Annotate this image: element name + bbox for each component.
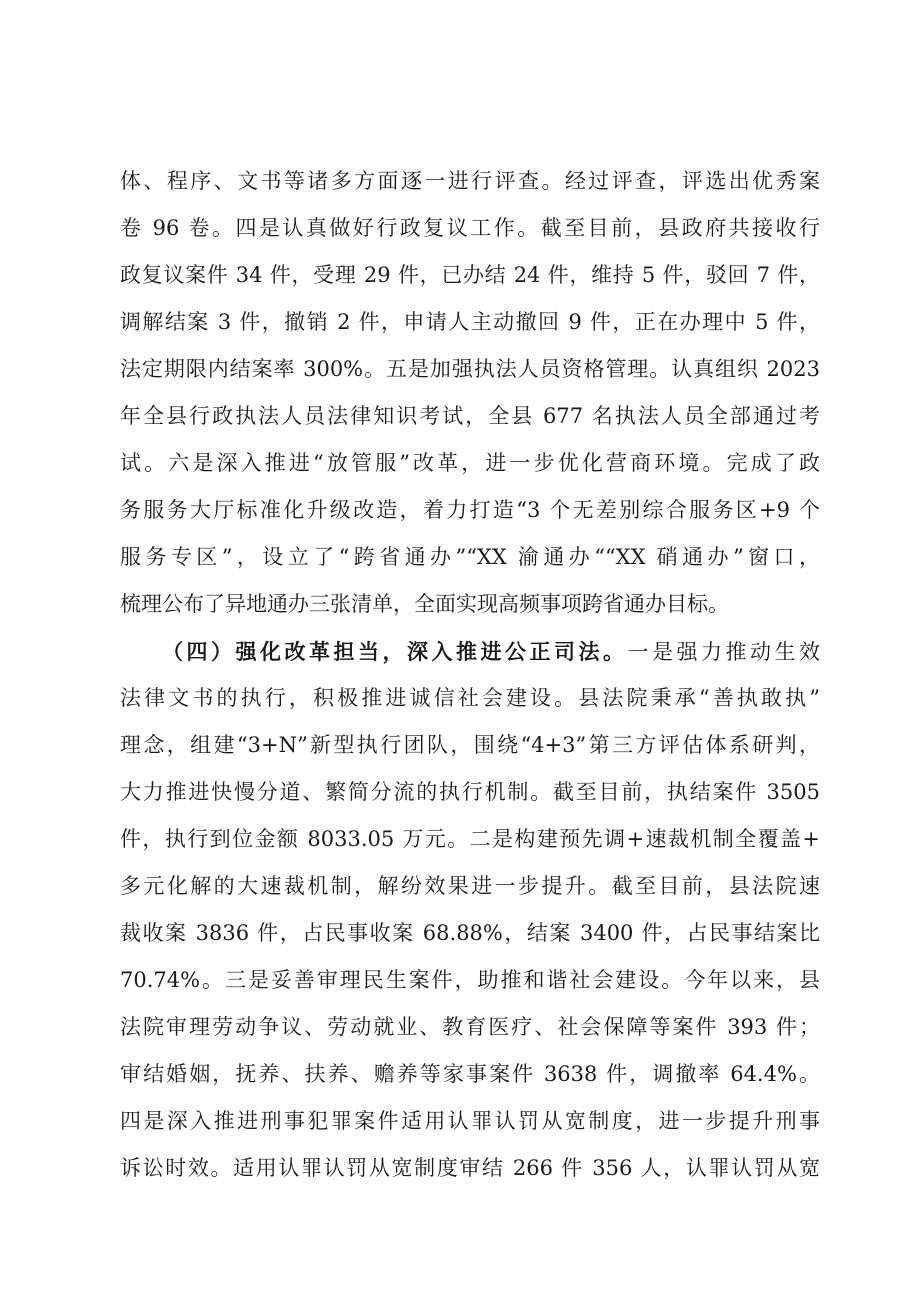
paragraph-first-line xyxy=(120,628,820,675)
paragraph-line: 大力推进快慢分道、繁简分流的执行机制。截至目前，执结案件 3505 xyxy=(120,780,820,804)
paragraph-line: 年全县行政执法人员法律知识考试，全县 677 名执法人员全部通过考 xyxy=(120,404,820,428)
paragraph-line: 件，执行到位金额 8033.05 万元。二是构建预先调+速裁机制全覆盖+ xyxy=(120,827,820,851)
paragraph-line: 理念，组建“3+N”新型执行团队，围绕“4+3”第三方评估体系研判， xyxy=(120,733,820,757)
paragraph-line: 体、程序、文书等诸多方面逐一进行评查。经过评查，评选出优秀案 xyxy=(120,169,820,193)
section-heading: （四）强化改革担当，深入推进公正司法。 xyxy=(162,639,628,664)
paragraph-line: 法定期限内结案率 300%。五是加强执法人员资格管理。认真组织 2023 xyxy=(120,357,820,381)
paragraph-line: 多元化解的大速裁机制，解纷效果进一步提升。截至目前，县法院速 xyxy=(120,874,820,898)
paragraph-line: 试。六是深入推进“放管服”改革，进一步优化营商环境。完成了政 xyxy=(120,451,820,475)
paragraph-line: 梳理公布了异地通办三张清单，全面实现高频事项跨省通办目标。 xyxy=(120,592,729,616)
paragraph-line: 服务专区”，设立了“跨省通办”“XX 渝通办““XX 硝通办”窗口， xyxy=(120,545,820,569)
paragraph-line: 卷 96 卷。四是认真做好行政复议工作。截至目前，县政府共接收行 xyxy=(120,216,820,240)
paragraph-line: 法律文书的执行，积极推进诚信社会建设。县法院秉承“善执敢执” xyxy=(120,686,820,710)
paragraph-line: 诉讼时效。适用认罪认罚从宽制度审结 266 件 356 人，认罪认罚从宽 xyxy=(120,1156,820,1180)
paragraph-judicial-reform xyxy=(120,628,820,1192)
paragraph-line: 70.74%。三是妥善审理民生案件，助推和谐社会建设。今年以来，县 xyxy=(120,968,820,992)
document-body xyxy=(120,158,820,1192)
paragraph-line: 务服务大厅标准化升级改造，着力打造“3 个无差别综合服务区+9 个 xyxy=(120,498,820,522)
heading-continuation: 一是强力推动生效 xyxy=(627,640,820,664)
paragraph-line: 审结婚姻，抚养、扶养、赡养等家事案件 3638 件，调撤率 64.4%。 xyxy=(120,1062,820,1086)
paragraph-line: 四是深入推进刑事犯罪案件适用认罪认罚从宽制度，进一步提升刑事 xyxy=(120,1109,820,1133)
paragraph-line: 调解结案 3 件，撤销 2 件，申请人主动撤回 9 件，正在办理中 5 件， xyxy=(120,310,820,334)
paragraph-line: 政复议案件 34 件，受理 29 件，已办结 24 件，维持 5 件，驳回 7 件， xyxy=(120,263,820,287)
paragraph-line: 法院审理劳动争议、劳动就业、教育医疗、社会保障等案件 393 件； xyxy=(120,1015,820,1039)
paragraph-line: 裁收案 3836 件，占民事收案 68.88%，结案 3400 件，占民事结案比 xyxy=(120,921,820,945)
paragraph-administrative-review xyxy=(120,158,820,628)
